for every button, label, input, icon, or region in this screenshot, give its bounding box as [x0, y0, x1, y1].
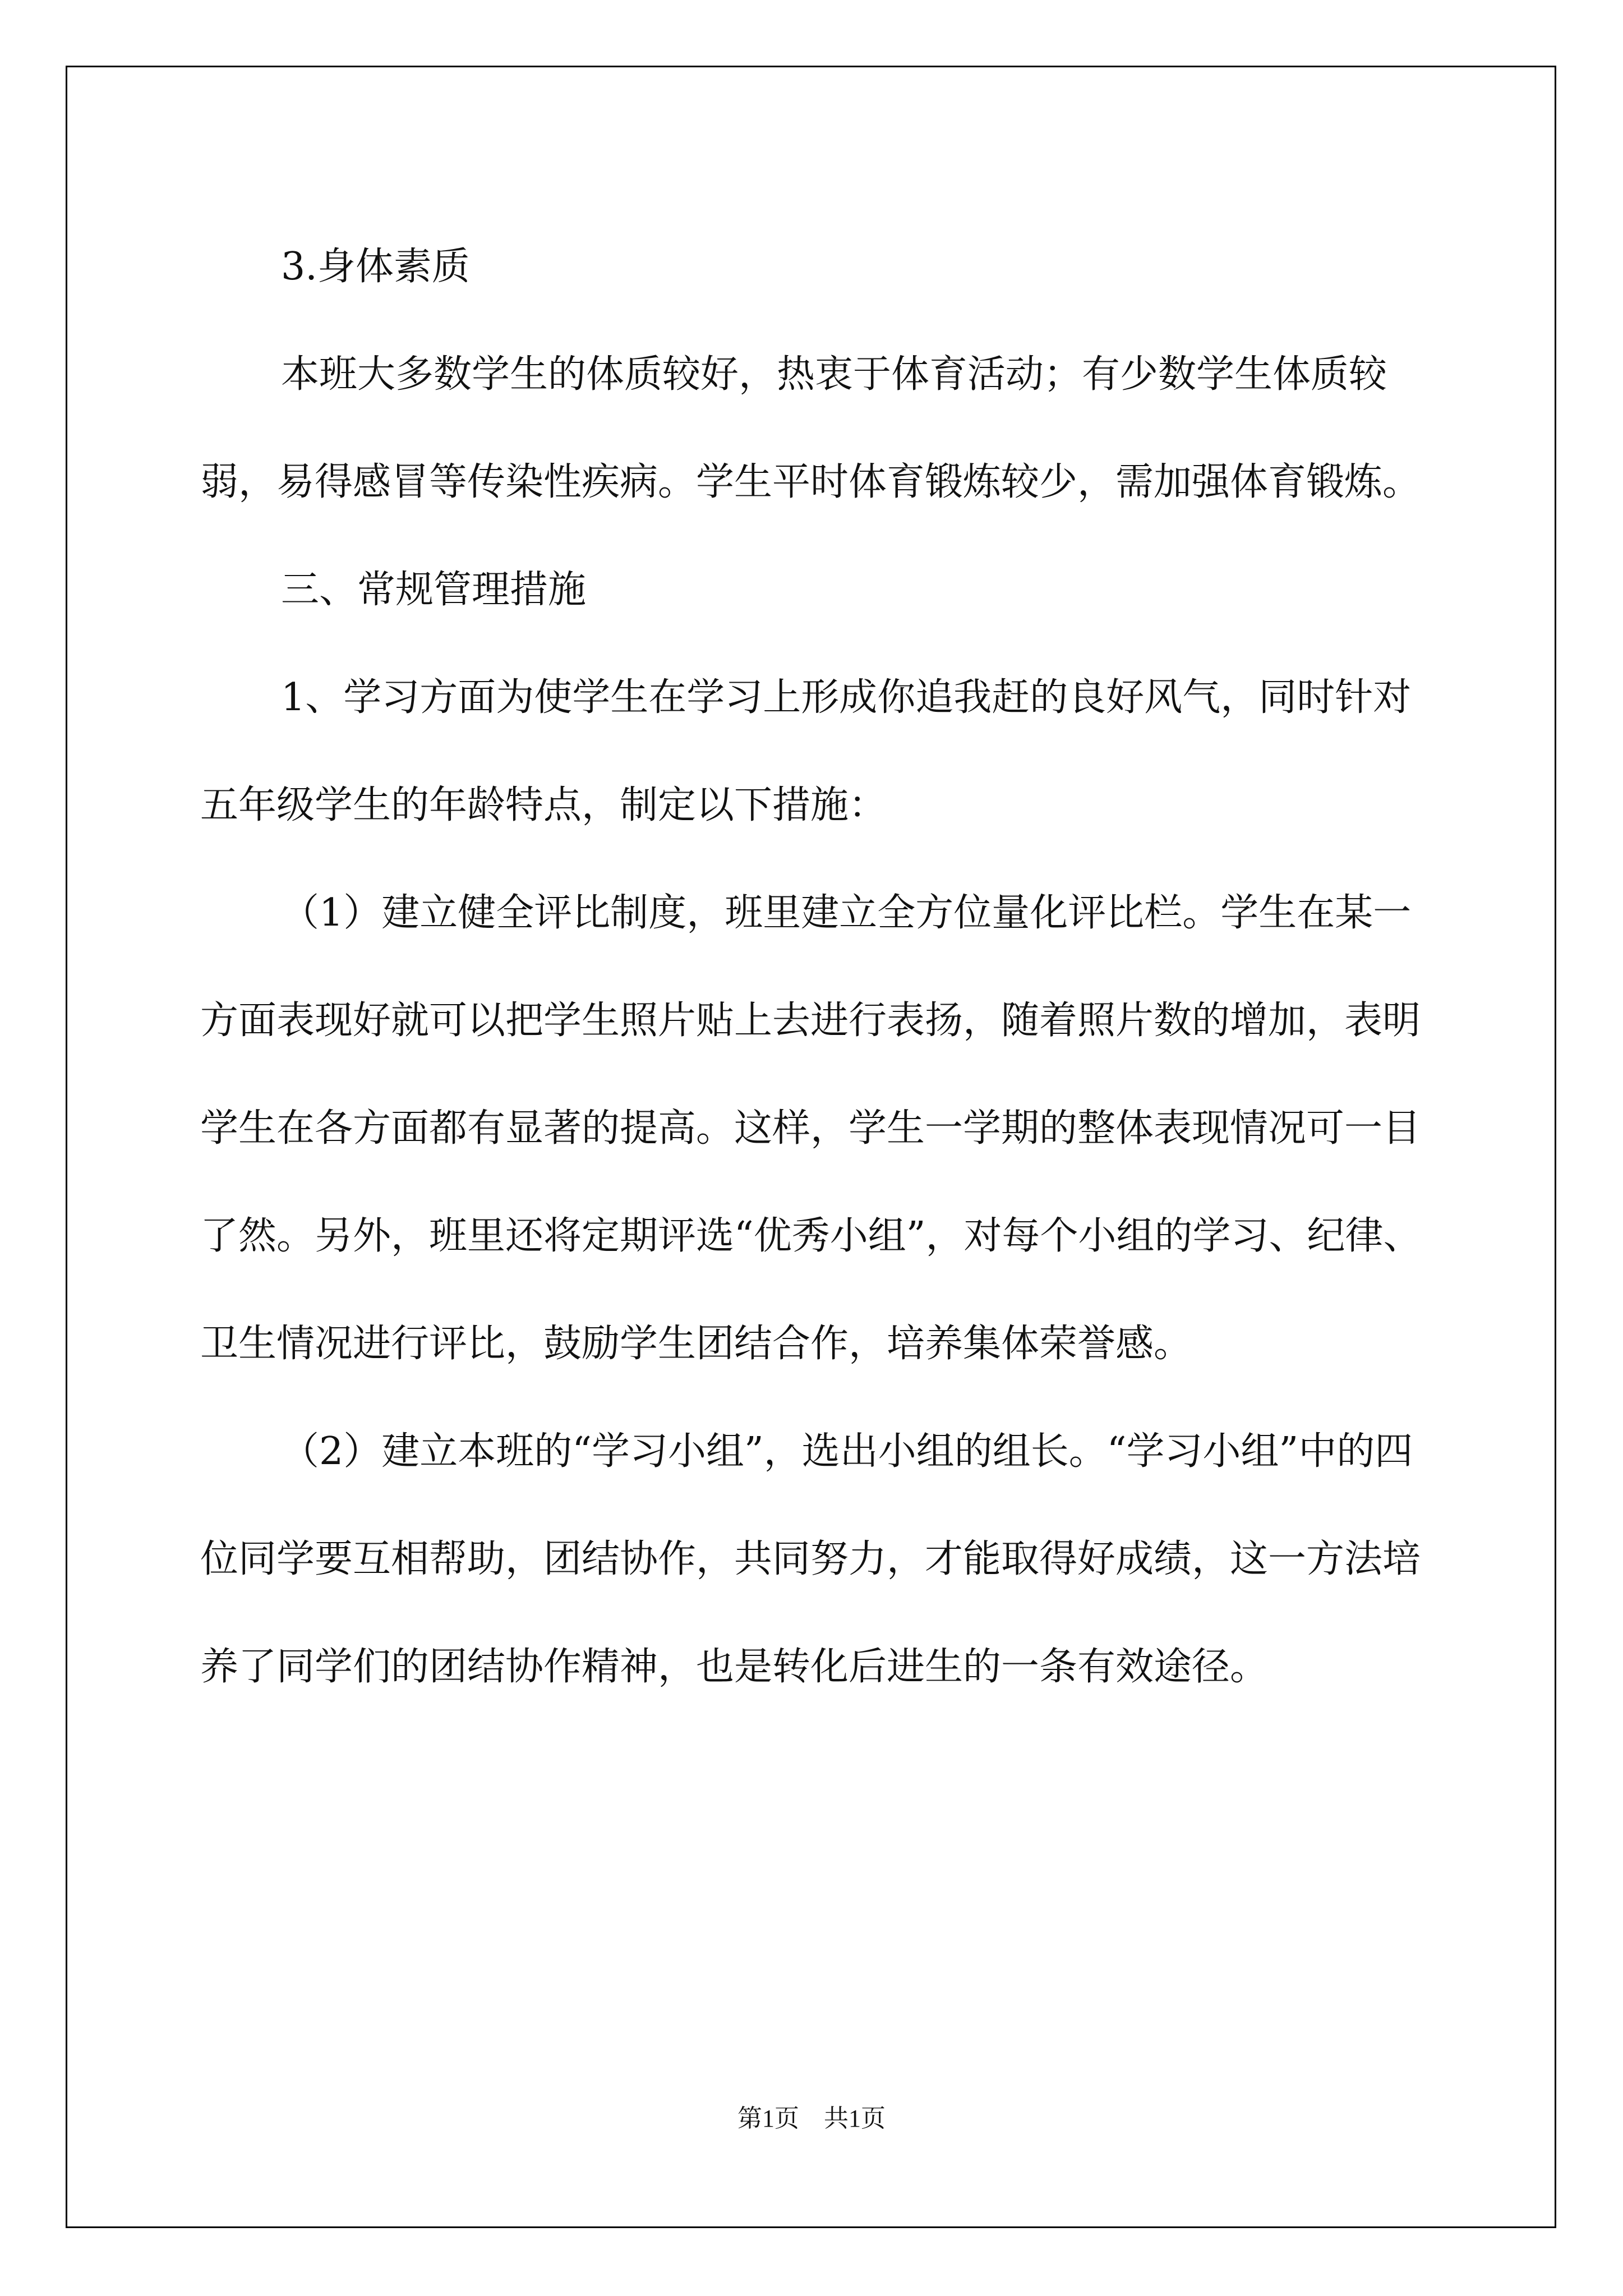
heading-physical-quality: 3.身体素质 — [281, 245, 470, 289]
paragraph-study-groups: （2）建立本班的“学习小组”，选出小组的组长。“学习小组”中的四位同学要互相帮助，团结协作，共同努力，才能取得好成绩，这一方法培养了同学们的团结协作精神，也是转化后进生的一条有效途径。 — [200, 1429, 1421, 1689]
paragraph-physical-quality: 本班大多数学生的体质较好，热衷于体育活动；有少数学生体质较弱，易得感冒等传染性疾病。学生平时体育锻炼较少，需加强体育锻炼。 — [200, 352, 1421, 504]
document-body — [200, 213, 1428, 1721]
paragraph-evaluation-system: （1）建立健全评比制度，班里建立全方位量化评比栏。学生在某一方面表现好就可以把学生照片贴上去进行表扬，随着照片数的增加，表明学生在各方面都有显著的提高。这样，学生一学期的整体表现情况可一目了然。另外，班里还将定期评选“优秀小组”，对每个小组的学习、纪律、卫生情况进行评比，鼓励学生团结合作，培养集体荣誉感。 — [200, 891, 1422, 1366]
paragraph-study-measures: 1、学习方面为使学生在学习上形成你追我赶的良好风气，同时针对五年级学生的年龄特点，制定以下措施： — [200, 675, 1412, 827]
heading-routine-management: 三、常规管理措施 — [281, 568, 587, 612]
page-footer — [0, 2098, 1623, 2134]
page-number-current: 第1页 — [737, 2105, 799, 2132]
page-number-total: 共1页 — [824, 2105, 886, 2132]
